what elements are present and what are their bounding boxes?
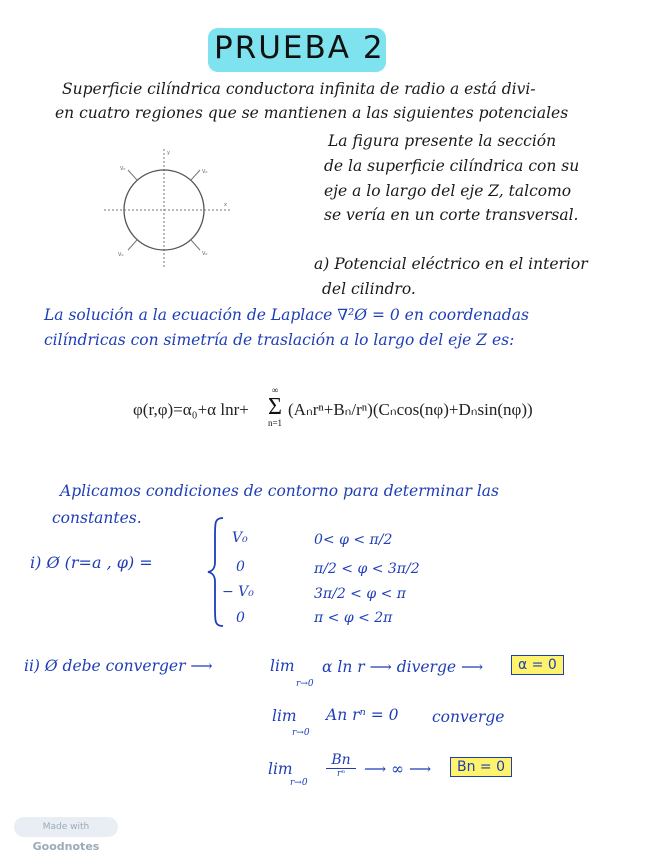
divider-1 (191, 170, 200, 180)
case-1-value: V₀ (232, 530, 248, 546)
equation-lhs: φ(r,φ)=α₀+α lnr+ (133, 400, 249, 419)
v-label-2: V₀ (120, 166, 126, 172)
divider-3 (128, 240, 137, 250)
case-4-value: 0 (236, 610, 245, 626)
lim3-word: lim (268, 760, 293, 778)
case-3-value: − V₀ (222, 584, 254, 600)
boundary-line-2: constantes. (52, 509, 142, 527)
case-2-value: 0 (236, 559, 245, 575)
badge-made-with: Made with (42, 822, 90, 832)
badge-brand: Goodnotes (32, 840, 100, 853)
cylinder-cross-section-figure (100, 145, 240, 269)
divider-4 (191, 240, 200, 250)
boundary-line-1: Aplicamos condiciones de contorno para determinar las (60, 482, 499, 500)
desc-line-4: se vería en un corte transversal. (324, 206, 579, 224)
desc-line-1: La figura presente la sección (328, 132, 557, 150)
page-title: PRUEBA 2 (214, 30, 385, 66)
condition-i-label: i) Ø (r=a , φ) = (30, 553, 153, 572)
v-label-1: V₀ (202, 169, 208, 175)
v-label-3: V₀ (118, 252, 124, 258)
part-a-line-2: del cilindro. (322, 280, 416, 298)
lim2-result: converge (432, 708, 505, 726)
x-label: x (224, 202, 227, 208)
lim3-expr: ⟶ ∞ ⟶ (364, 760, 432, 778)
sum-top: ∞ (271, 385, 279, 395)
solution-line-2: cilíndricas con simetría de traslación a lo largo del eje Z es: (44, 331, 515, 349)
case-3-range: 3π/2 < φ < π (314, 586, 406, 602)
lim1-expr: α ln r ⟶ diverge ⟶ (322, 658, 484, 676)
lim3-numerator: Bn (326, 752, 356, 769)
v-label-4: V₀ (202, 251, 208, 257)
lim2-expr: An rⁿ = 0 (326, 706, 399, 724)
alpha-zero-result-box: α = 0 (511, 655, 564, 675)
desc-line-3: eje a lo largo del eje Z, talcomo (324, 182, 572, 200)
curly-brace (205, 516, 227, 628)
lim3-denominator: rⁿ (337, 769, 345, 779)
lim2-word: lim (272, 707, 297, 725)
sum-bottom: n=1 (267, 418, 283, 428)
summation (264, 386, 286, 428)
bn-zero-result-box: Bn = 0 (450, 757, 512, 777)
intro-line-2: en cuatro regiones que se mantienen a las siguientes potenciales (55, 104, 569, 122)
desc-line-2: de la superficie cilíndrica con su (324, 157, 580, 175)
equation-body: (Aₙrⁿ+Bₙ/rⁿ)(Cₙcos(nφ)+Dₙsin(nφ)) (288, 400, 533, 419)
divider-2 (128, 170, 137, 180)
solution-line-1: La solución a la ecuación de Laplace ∇²Ø = 0 en coordenadas (44, 306, 529, 324)
lim2-sub: r→0 (292, 728, 310, 738)
intro-line-1: Superficie cilíndrica conductora infinita de radio a está divi- (62, 80, 536, 98)
y-label: y (167, 150, 170, 156)
lim3-sub: r→0 (290, 778, 308, 788)
part-a-line-1: a) Potencial eléctrico en el interior (314, 255, 588, 273)
case-2-range: π/2 < φ < 3π/2 (314, 561, 420, 577)
lim1-word: lim (270, 657, 295, 675)
goodnotes-badge (14, 817, 118, 853)
lim1-sub: r→0 (296, 679, 314, 689)
lim3-fraction (326, 752, 356, 779)
case-4-range: π < φ < 2π (314, 610, 393, 626)
condition-ii-label: ii) Ø debe converger ⟶ (24, 657, 213, 675)
case-1-range: 0< φ < π/2 (314, 532, 393, 548)
sum-sigma: Σ (268, 394, 282, 420)
